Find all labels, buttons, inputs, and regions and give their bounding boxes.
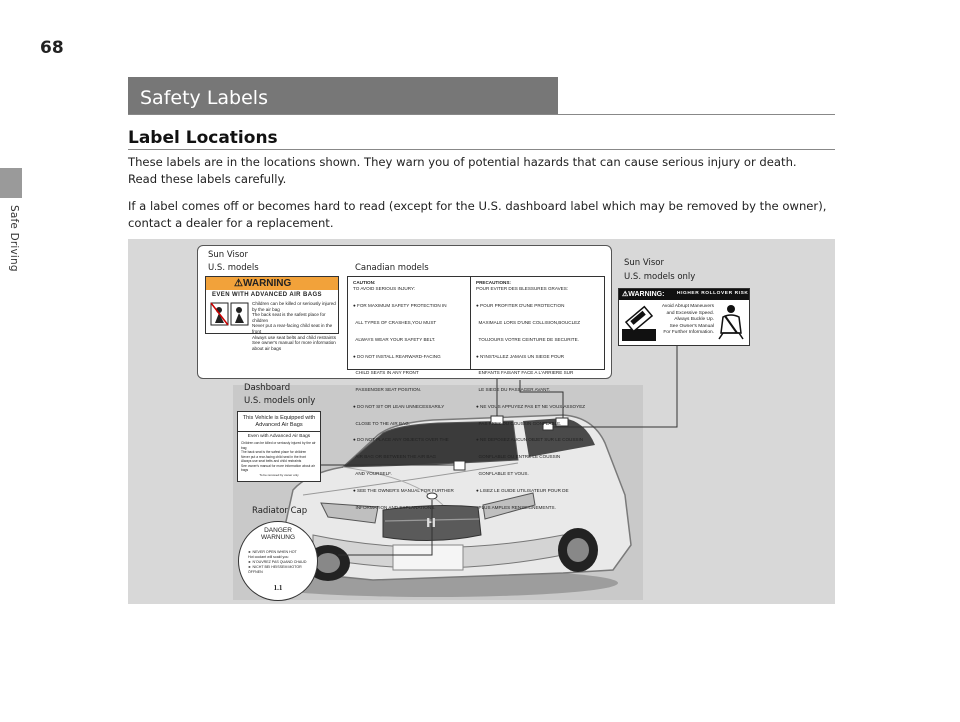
warning-bullet: Always use seat belts and child restraints — [252, 334, 337, 340]
callout-sun-visor-right-line1: Sun Visor — [624, 258, 664, 268]
canadian-en-line: CLOSE TO THE AIR BAG. — [353, 420, 410, 426]
dashboard-small-line: Never put a rear-facing child seat in the front — [241, 454, 307, 459]
callout-canadian-models: Canadian models — [355, 263, 429, 273]
canadian-en-line: ● DO NOT INSTALL REARWARD-FACING — [353, 353, 441, 359]
radiator-warnung: WARNUNG — [260, 534, 296, 541]
canadian-fr-line: TOUJOURS VOTRE CEINTURE DE SECURITE. — [476, 336, 579, 342]
warning-heading — [234, 278, 291, 289]
warning-heading-text: WARNING — [242, 278, 292, 289]
warning-airbag-label — [205, 276, 339, 351]
rollover-line: and Excessive Speed. — [666, 310, 714, 316]
rollover-line: Always Buckle Up. — [674, 317, 714, 322]
rollover-vehicle-icon — [622, 303, 656, 341]
dashboard-footer: To be removed by owner only — [259, 473, 299, 477]
rollover-line: See Owner's Manual — [669, 323, 714, 329]
canadian-fr-line: GONFLABLE ET VOUS. — [476, 471, 529, 476]
canadian-en-sub: TO AVOID SERIOUS INJURY: — [353, 286, 416, 291]
rollover-line: Avoid Abrupt Maneuvers — [661, 304, 714, 309]
canadian-label-french — [470, 276, 605, 510]
canadian-fr-line: LE SIEGE DU PASSAGER AVANT. — [476, 387, 551, 393]
dashboard-small-line: Children can be killed or seriously injured by the air bag — [241, 441, 316, 450]
canadian-en-heading: CAUTION: — [353, 280, 376, 285]
page-subtitle: Label Locations — [128, 128, 278, 148]
canadian-en-line: AND YOURSELF. — [353, 471, 392, 476]
radiator-lines — [248, 550, 312, 575]
canadian-en-line: ALWAYS WEAR YOUR SAFETY BELT. — [353, 336, 436, 342]
radiator-danger: DANGER — [264, 527, 292, 534]
canadian-fr-heading: PRECAUTIONS: — [476, 280, 511, 285]
canadian-en-line: ALL TYPES OF CRASHES,YOU MUST — [353, 319, 437, 325]
radiator-line: Hot coolant will scald you — [248, 555, 289, 559]
callout-sun-visor-us-line1: Sun Visor — [208, 250, 248, 260]
radiator-line: ► N'OUVREZ PAS QUAND CHAUD — [248, 560, 307, 564]
canadian-en-lines — [353, 292, 471, 521]
canadian-fr-line: ● NE DEPOSEZ AUCUN OBJET SUR LE COUSSIN — [476, 437, 584, 443]
radiator-line: ► NICHT BEI HEISSEM MOTOR ÖFFNEN — [248, 565, 302, 574]
rollover-heading-tail: HIGHER ROLLOVER RISK — [677, 291, 749, 296]
canadian-fr-line: ● LISEZ LE GUIDE UTILISATEUR POUR DE — [476, 487, 569, 493]
callout-sun-visor-us-line2: U.S. models — [208, 263, 259, 273]
canadian-en-line: ● SEE THE OWNER'S MANUAL FOR FURTHER — [353, 487, 454, 493]
canadian-fr-lines — [476, 292, 604, 521]
canadian-fr-line: PLUS AMPLES RENSEIGNEMENTS. — [476, 504, 556, 510]
canadian-label-english — [347, 276, 472, 510]
callout-radiator-cap: Radiator Cap — [252, 506, 308, 516]
radiator-pressure: 1.1 — [273, 584, 283, 592]
warning-bullets — [252, 301, 336, 351]
warning-bullet: See owner's manual for more information about air bags — [252, 340, 336, 351]
section-title: Safety Labels — [140, 87, 268, 109]
warning-triangle-icon: ⚠ — [234, 278, 243, 289]
warning-triangle-icon: ⚠ — [622, 291, 629, 298]
canadian-fr-line: MAXIMALE LORS D'UNE COLLISION,BOUCLEZ — [476, 319, 581, 325]
side-section-label: Safe Driving — [8, 205, 20, 272]
rollover-line: For Further Information. — [663, 330, 714, 335]
svg-text:H: H — [425, 516, 437, 530]
warning-bullet: Never put a rear-facing child seat in the front — [252, 323, 333, 334]
dashboard-small-line: Always use seat belts and child restraints — [241, 459, 302, 463]
callout-dashboard-line1: Dashboard — [244, 383, 291, 393]
canadian-fr-line: ENFANTS FAISANT FACE A L'ARRIERE SUR — [476, 370, 574, 376]
dashboard-small-line: See owner's manual for more information about air bags — [241, 463, 315, 472]
radiator-line: ► NEVER OPEN WHEN HOT — [248, 550, 297, 554]
rollover-warning-label — [618, 288, 750, 346]
canadian-fr-sub: POUR EVITER DES BLESSURES GRAVES: — [476, 286, 569, 291]
callout-sun-visor-right-line2: U.S. models only — [624, 272, 696, 282]
canadian-en-line: PASSENGER SEAT POSITION. — [353, 387, 422, 393]
canadian-fr-line: GONFLABLE OU ENTRE LE COUSSIN — [476, 454, 561, 460]
canadian-fr-line: PAS PRES DU COUSSIN GONFLABLE. — [476, 420, 562, 426]
callout-dashboard-line2: U.S. models only — [244, 396, 316, 406]
canadian-en-line: INFORMATION AND EXPLANATIONS. — [353, 504, 436, 510]
child-seat-icon — [210, 301, 250, 329]
canadian-fr-line: ● N'INSTALLEZ JAMAIS UN SIEGE POUR — [476, 353, 565, 359]
paragraph-replacement: If a label comes off or becomes hard to read (except for the U.S. dashboard label which may be removed by the owner), contact a dealer for a replacement. — [128, 199, 827, 230]
canadian-en-line: ● DO NOT SIT OR LEAN UNNECESSARILY — [353, 403, 445, 409]
dashboard-line1: This Vehicle is Equipped with — [242, 415, 316, 421]
warning-bullet: Children can be killed or seriously injured by the air bag — [252, 301, 336, 312]
rollover-heading — [622, 290, 664, 298]
radiator-cap-label — [238, 521, 318, 601]
rollover-heading-text: WARNING: — [628, 291, 665, 298]
canadian-en-line: CHILD SEATS IN ANY FRONT — [353, 370, 419, 376]
seatbelt-icon — [717, 303, 745, 341]
canadian-fr-line: ● NE VOUS APPUYEZ PAS ET NE VOUS ASSOYEZ — [476, 403, 586, 409]
dashboard-airbag-label — [237, 411, 321, 482]
canadian-en-line: ● FOR MAXIMUM SAFETY PROTECTION IN — [353, 303, 447, 309]
warning-bullet: The back seat is the safest place for children — [252, 312, 326, 323]
dashboard-small-line: The back seat is the safest place for children — [241, 450, 307, 454]
canadian-en-line: AIR BAG OR BETWEEN THE AIR BAG — [353, 454, 437, 460]
warning-subheading: EVEN WITH ADVANCED AIR BAGS — [212, 292, 322, 298]
dashboard-line2: Advanced Air Bags — [255, 422, 303, 428]
canadian-en-line: ● DO NOT PLACE ANY OBJECTS OVER THE — [353, 437, 449, 443]
canadian-fr-line: ● POUR PROFITER D'UNE PROTECTION — [476, 303, 565, 309]
dashboard-divider — [238, 431, 320, 432]
dashboard-line3: Even with Advanced Air Bags — [247, 434, 311, 439]
paragraph-intro: These labels are in the locations shown. They warn you of potential hazards that can cause serious injury or death. Read these labels carefully. — [128, 155, 797, 186]
page-number: 68 — [40, 38, 64, 58]
dashboard-small-lines — [241, 441, 320, 473]
rollover-lines — [659, 304, 714, 337]
